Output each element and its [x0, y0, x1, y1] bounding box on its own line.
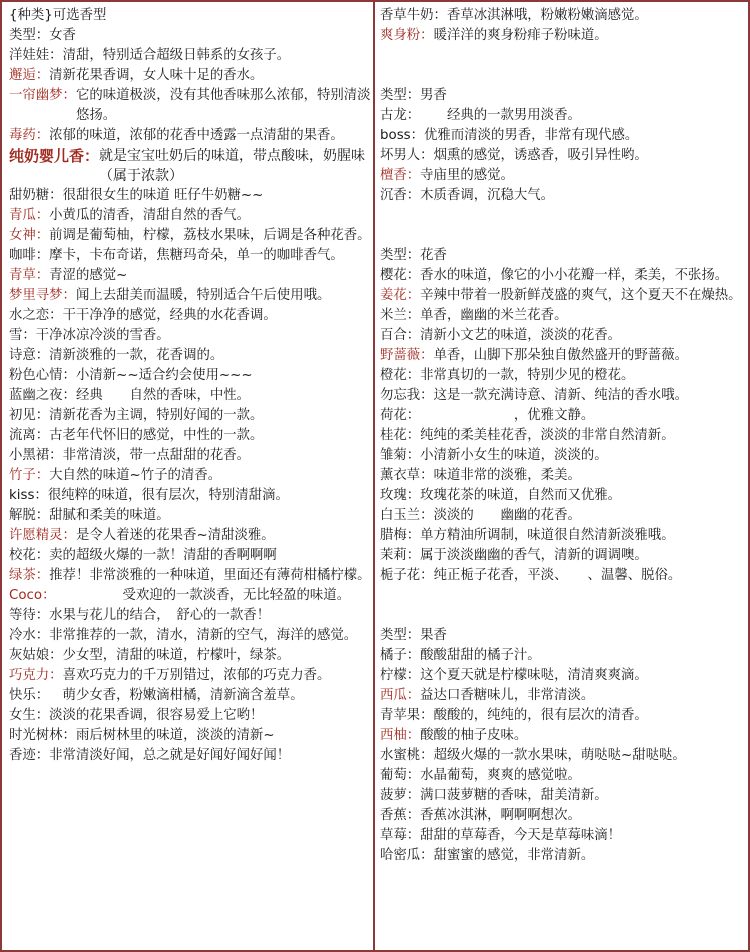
- fragrance-name: 哈密瓜：: [380, 848, 434, 863]
- fragrance-name: 小黑裙：: [9, 448, 63, 463]
- fragrance-description: 清新花香为主调，特别好闻的一款。: [49, 408, 264, 423]
- fragrance-name: 咖啡：: [9, 248, 50, 263]
- fragrance-description: 是令人着迷的花果香~清甜淡雅。: [75, 528, 275, 543]
- fragrance-name: 邂逅：: [9, 68, 50, 83]
- list-item: [9, 326, 371, 346]
- fragrance-name: 冷水：: [9, 628, 50, 643]
- list-item: [380, 806, 744, 826]
- fragrance-name: kiss：: [9, 488, 48, 503]
- fragrance-name: 檀香：: [380, 168, 421, 183]
- list-item: [9, 586, 371, 606]
- list-item: [9, 506, 371, 526]
- list-item: [9, 246, 371, 266]
- fragrance-description: 受欢迎的一款淡香，无比轻盈的味道。: [55, 588, 351, 603]
- fragrance-description: 卖的超级火爆的一款！清甜的香啊啊啊: [49, 548, 277, 563]
- fragrance-description: 大自然的味道~竹子的清香。: [49, 468, 222, 483]
- fragrance-description: 甜腻和柔美的味道。: [49, 508, 170, 523]
- list-item: [380, 266, 744, 286]
- flower-fragrance-list: [380, 266, 744, 586]
- list-item: [9, 146, 371, 186]
- list-item: [380, 26, 744, 46]
- list-item: [380, 486, 744, 506]
- fragrance-description: 推荐！非常淡雅的一种味道，里面还有薄荷柑橘柠檬。: [49, 568, 371, 583]
- list-item: [380, 406, 744, 426]
- section-women-label: 类型：女香: [9, 28, 76, 43]
- section-men-label: 类型：男香: [380, 88, 447, 103]
- fragrance-description: 浓郁的味道，浓郁的花香中透露一点清甜的果香。: [49, 128, 344, 143]
- list-item: [9, 726, 371, 746]
- fragrance-name: 米兰：: [380, 308, 421, 323]
- fragrance-description: 摩卡，卡布奇诺，焦糖玛奇朵，单一的咖啡香气。: [49, 248, 344, 263]
- fragrance-name: 青瓜：: [9, 208, 50, 223]
- fragrance-description: 很纯粹的味道，很有层次，特别清甜滴。: [47, 488, 289, 503]
- fragrance-name: 巧克力：: [9, 668, 63, 683]
- fragrance-name: 青草：: [9, 268, 50, 283]
- list-item: [380, 826, 744, 846]
- fragrance-name: 雪：: [9, 328, 36, 343]
- women-fragrance-list-continued: [380, 6, 744, 46]
- section-fruit-label: 类型：果香: [380, 628, 447, 643]
- fragrance-description: 少女型，清甜的味道，柠檬叶，绿茶。: [62, 648, 291, 663]
- list-item: [9, 426, 371, 446]
- list-item: [9, 86, 371, 126]
- fragrance-name: 葡萄：: [380, 768, 421, 783]
- list-item: [380, 366, 744, 386]
- left-column: [9, 6, 371, 766]
- fragrance-name: 茉莉：: [380, 548, 421, 563]
- fragrance-description: 非常清淡，带一点甜甜的花香。: [62, 448, 251, 463]
- fragrance-description: 淡淡的花果香调，很容易爱上它哟！: [49, 708, 264, 723]
- list-item: [9, 266, 371, 286]
- fragrance-name: 香迹：: [9, 748, 50, 763]
- fragrance-description: 经典 自然的香味，中性。: [75, 388, 251, 403]
- men-fragrance-list: [380, 106, 744, 206]
- fragrance-name: 荷花：: [380, 408, 421, 423]
- list-item: [380, 146, 744, 166]
- list-item: [9, 126, 371, 146]
- fragrance-name: 橘子：: [380, 648, 421, 663]
- fragrance-description: 雨后树林里的味道，淡淡的清新~: [75, 728, 275, 743]
- right-column: [380, 6, 744, 866]
- fragrance-description: 小黄瓜的清香，清甜自然的香气。: [49, 208, 251, 223]
- fragrance-description: 甜蜜蜜的感觉，非常清新。: [433, 848, 595, 863]
- list-item: [9, 286, 371, 306]
- fragrance-description: 酸酸的，纯纯的，很有层次的清香。: [433, 708, 648, 723]
- list-item: [380, 506, 744, 526]
- fragrance-description: 清新小文艺的味道，淡淡的花香。: [420, 328, 622, 343]
- list-item: [380, 666, 744, 686]
- list-item: [380, 426, 744, 446]
- fragrance-name: 坏男人：: [380, 148, 434, 163]
- fragrance-description: 优雅而清淡的男香，非常有现代感。: [424, 128, 639, 143]
- fragrance-name: 柠檬：: [380, 668, 421, 683]
- fragrance-description: 古老年代怀旧的感觉，中性的一款。: [49, 428, 264, 443]
- fragrance-name: 解脱：: [9, 508, 50, 523]
- fragrance-name: 腊梅：: [380, 528, 421, 543]
- fragrance-name: 毒药：: [9, 128, 50, 143]
- fragrance-name: 草莓：: [380, 828, 421, 843]
- fragrance-description: 暖洋洋的爽身粉痱子粉味道。: [433, 28, 608, 43]
- list-item: [380, 286, 744, 306]
- fragrance-name: 等待：: [9, 608, 50, 623]
- fragrance-name: 绿茶：: [9, 568, 50, 583]
- fragrance-name: 粉色心情：: [9, 368, 76, 383]
- list-item: [380, 386, 744, 406]
- fragrance-description: 淡淡的 幽幽的花香。: [433, 508, 581, 523]
- fragrance-description: 超级火爆的一款水果味，萌哒哒~甜哒哒。: [433, 748, 686, 763]
- fragrance-name: 女神：: [9, 228, 50, 243]
- fragrance-description: 木质香调，沉稳大气。: [420, 188, 555, 203]
- fragrance-name: 女生：: [9, 708, 50, 723]
- list-item: [9, 626, 371, 646]
- fragrance-description: 香蕉冰淇淋，啊啊啊想次。: [420, 808, 581, 823]
- fragrance-name: 野蔷薇：: [380, 348, 434, 363]
- list-item: [9, 706, 371, 726]
- list-item: [9, 666, 371, 686]
- fragrance-name: 菠萝：: [380, 788, 421, 803]
- list-item: [380, 466, 744, 486]
- list-item: [9, 406, 371, 426]
- fragrance-name: 水蜜桃：: [380, 748, 434, 763]
- fragrance-name: 校花：: [9, 548, 50, 563]
- list-item: [9, 546, 371, 566]
- fragrance-description: 味道非常的淡雅，柔美。: [433, 468, 581, 483]
- fruit-fragrance-list: [380, 646, 744, 866]
- list-item: [9, 446, 371, 466]
- fragrance-name: 甜奶糖：: [9, 188, 63, 203]
- fragrance-description: 它的味道极淡，没有其他香味那么浓郁，特别清淡悠扬。: [75, 88, 371, 123]
- fragrance-description: 单香，山脚下那朵独自傲然盛开的野蔷薇。: [433, 348, 688, 363]
- fragrance-name: 纯奶婴儿香：: [9, 147, 100, 165]
- list-item: [380, 686, 744, 706]
- fragrance-description: 香水的味道，像它的小小花瓣一样，柔美，不张扬。: [420, 268, 729, 283]
- fragrance-description: 非常清淡好闻，总之就是好闻好闻好闻！: [49, 748, 291, 763]
- fragrance-description: 烟熏的感觉，诱惑香，吸引异性哟。: [433, 148, 648, 163]
- fragrance-name: 一帘幽梦：: [9, 88, 76, 103]
- list-item: [9, 486, 371, 506]
- fragrance-name: 许愿精灵：: [9, 528, 76, 543]
- list-item: [9, 346, 371, 366]
- fragrance-description: 香草冰淇淋哦，粉嫩粉嫩滴感觉。: [446, 8, 648, 23]
- fragrance-description: 玫瑰花茶的味道，自然而又优雅。: [420, 488, 622, 503]
- fragrance-description: 单香，幽幽的米兰花香。: [420, 308, 568, 323]
- fragrance-name: 西瓜：: [380, 688, 421, 703]
- fragrance-name: 姜花：: [380, 288, 421, 303]
- list-item: [380, 446, 744, 466]
- fragrance-name: 快乐：: [9, 688, 50, 703]
- list-item: [380, 306, 744, 326]
- column-divider: [373, 2, 375, 950]
- fragrance-name: 香草牛奶：: [380, 8, 447, 23]
- fragrance-name: 初见：: [9, 408, 50, 423]
- fragrance-description: 纯纯的柔美桂花香，淡淡的非常自然清新。: [420, 428, 675, 443]
- list-item: [9, 386, 371, 406]
- fragrance-name: Coco：: [9, 588, 56, 603]
- fragrance-name: 时光树林：: [9, 728, 76, 743]
- list-item: [9, 66, 371, 86]
- fragrance-name: 沉香：: [380, 188, 421, 203]
- fragrance-name: 橙花：: [380, 368, 421, 383]
- fragrance-description: 纯正栀子花香，平淡、 、温馨、脱俗。: [433, 568, 682, 583]
- fragrance-description: 闻上去甜美而温暖，特别适合午后使用哦。: [75, 288, 331, 303]
- fragrance-name: 洋娃娃：: [9, 48, 63, 63]
- list-item: [380, 6, 744, 26]
- fragrance-description: 喜欢巧克力的千万别错过，浓郁的巧克力香。: [62, 668, 331, 683]
- fragrance-description: 干干净净的感觉，经典的水花香调。: [62, 308, 277, 323]
- list-item: [380, 706, 744, 726]
- fragrance-description: 酸酸的柚子皮味。: [420, 728, 528, 743]
- list-item: [9, 466, 371, 486]
- fragrance-description: 经典的一款男用淡香。: [420, 108, 581, 123]
- fragrance-description: 小清新小女生的味道，淡淡的。: [420, 448, 608, 463]
- fragrance-name: 西柚：: [380, 728, 421, 743]
- list-item: [380, 726, 744, 746]
- list-item: [9, 526, 371, 546]
- fragrance-name: 流离：: [9, 428, 50, 443]
- fragrance-description: 满口菠萝糖的香味，甜美清新。: [420, 788, 608, 803]
- fragrance-name: 青苹果：: [380, 708, 434, 723]
- fragrance-description: 单方精油所调制，味道很自然清新淡雅哦。: [420, 528, 675, 543]
- fragrance-name: 雏菊：: [380, 448, 421, 463]
- fragrance-description: 青涩的感觉~: [49, 268, 128, 283]
- fragrance-name: 诗意：: [9, 348, 50, 363]
- fragrance-description: 寺庙里的感觉。: [420, 168, 514, 183]
- fragrance-description: 就是宝宝吐奶后的味道，带点酸味，奶腥味（属于浓款）: [99, 148, 366, 184]
- fragrance-description: 前调是葡萄柚，柠檬，荔枝水果味，后调是各种花香。: [49, 228, 371, 243]
- fragrance-name: 古龙：: [380, 108, 421, 123]
- section-flower-label: 类型：花香: [380, 248, 447, 263]
- fragrance-name: 玫瑰：: [380, 488, 421, 503]
- list-item: [380, 126, 744, 146]
- list-item: [380, 746, 744, 766]
- fragrance-description: 辛辣中带着一股新鲜茂盛的爽气，这个夏天不在燥热。: [420, 288, 742, 303]
- list-item: [380, 846, 744, 866]
- fragrance-description: 清甜，特别适合超级日韩系的女孩子。: [62, 48, 291, 63]
- list-item: [380, 646, 744, 666]
- list-item: [9, 186, 371, 206]
- fragrance-description: 酸酸甜甜的橘子汁。: [420, 648, 541, 663]
- fragrance-description: 属于淡淡幽幽的香气，清新的调调噢。: [420, 548, 648, 563]
- fragrance-name: 灰姑娘：: [9, 648, 63, 663]
- fragrance-name: 梦里寻梦：: [9, 288, 76, 303]
- fragrance-name: 栀子花：: [380, 568, 434, 583]
- list-item: [9, 46, 371, 66]
- list-item: [380, 786, 744, 806]
- list-header: {种类}可选香型: [9, 8, 107, 23]
- list-item: [9, 646, 371, 666]
- fragrance-description: 甜甜的草莓香，今天是草莓味滴！: [420, 828, 622, 843]
- fragrance-name: 薰衣草：: [380, 468, 434, 483]
- fragrance-description: 干净冰凉冷淡的雪香。: [35, 328, 170, 343]
- fragrance-name: 白玉兰：: [380, 508, 434, 523]
- fragrance-description: 益达口香糖味儿，非常清淡。: [420, 688, 595, 703]
- fragrance-name: 樱花：: [380, 268, 421, 283]
- list-item: [9, 606, 371, 626]
- list-item: [9, 746, 371, 766]
- fragrance-name: 桂花：: [380, 428, 421, 443]
- list-item: [9, 566, 371, 586]
- fragrance-description: 萌少女香，粉嫩滴柑橘，清新滴含羞草。: [49, 688, 304, 703]
- fragrance-description: 很甜很女生的味道 旺仔牛奶糖~~: [62, 188, 264, 203]
- list-item: [380, 106, 744, 126]
- list-item: [380, 166, 744, 186]
- fragrance-description: 清新花果香调，女人味十足的香水。: [49, 68, 264, 83]
- list-item: [9, 306, 371, 326]
- fragrance-name: 水之恋：: [9, 308, 63, 323]
- fragrance-description: 非常推荐的一款，清水，清新的空气，海洋的感觉。: [49, 628, 358, 643]
- fragrance-name: 百合：: [380, 328, 421, 343]
- fragrance-name: 竹子：: [9, 468, 50, 483]
- fragrance-name: 香蕉：: [380, 808, 421, 823]
- fragrance-description: ，优雅文静。: [420, 408, 595, 423]
- fragrance-name: 勿忘我：: [380, 388, 434, 403]
- list-item: [380, 186, 744, 206]
- fragrance-name: boss：: [380, 128, 425, 143]
- fragrance-description: 清新淡雅的一款，花香调的。: [49, 348, 224, 363]
- list-item: [380, 526, 744, 546]
- fragrance-description: 小清新~~适合约会使用~~~: [75, 368, 253, 383]
- fragrance-description: 非常真切的一款，特别少见的橙花。: [420, 368, 635, 383]
- list-item: [9, 686, 371, 706]
- list-item: [380, 566, 744, 586]
- list-item: [9, 366, 371, 386]
- fragrance-description: 水果与花儿的结合， 舒心的一款香！: [49, 608, 271, 623]
- fragrance-description: 这是一款充满诗意、清新、纯洁的香水哦。: [433, 388, 688, 403]
- fragrance-name: 爽身粉：: [380, 28, 434, 43]
- list-item: [380, 346, 744, 366]
- fragrance-description: 这个夏天就是柠檬味哒，清清爽爽滴。: [420, 668, 648, 683]
- list-item: [380, 546, 744, 566]
- fragrance-description: 水晶葡萄，爽爽的感觉啦。: [420, 768, 581, 783]
- list-item: [380, 326, 744, 346]
- list-item: [380, 766, 744, 786]
- fragrance-name: 蓝幽之夜：: [9, 388, 76, 403]
- list-item: [9, 226, 371, 246]
- list-item: [9, 206, 371, 226]
- women-fragrance-list: [9, 46, 371, 766]
